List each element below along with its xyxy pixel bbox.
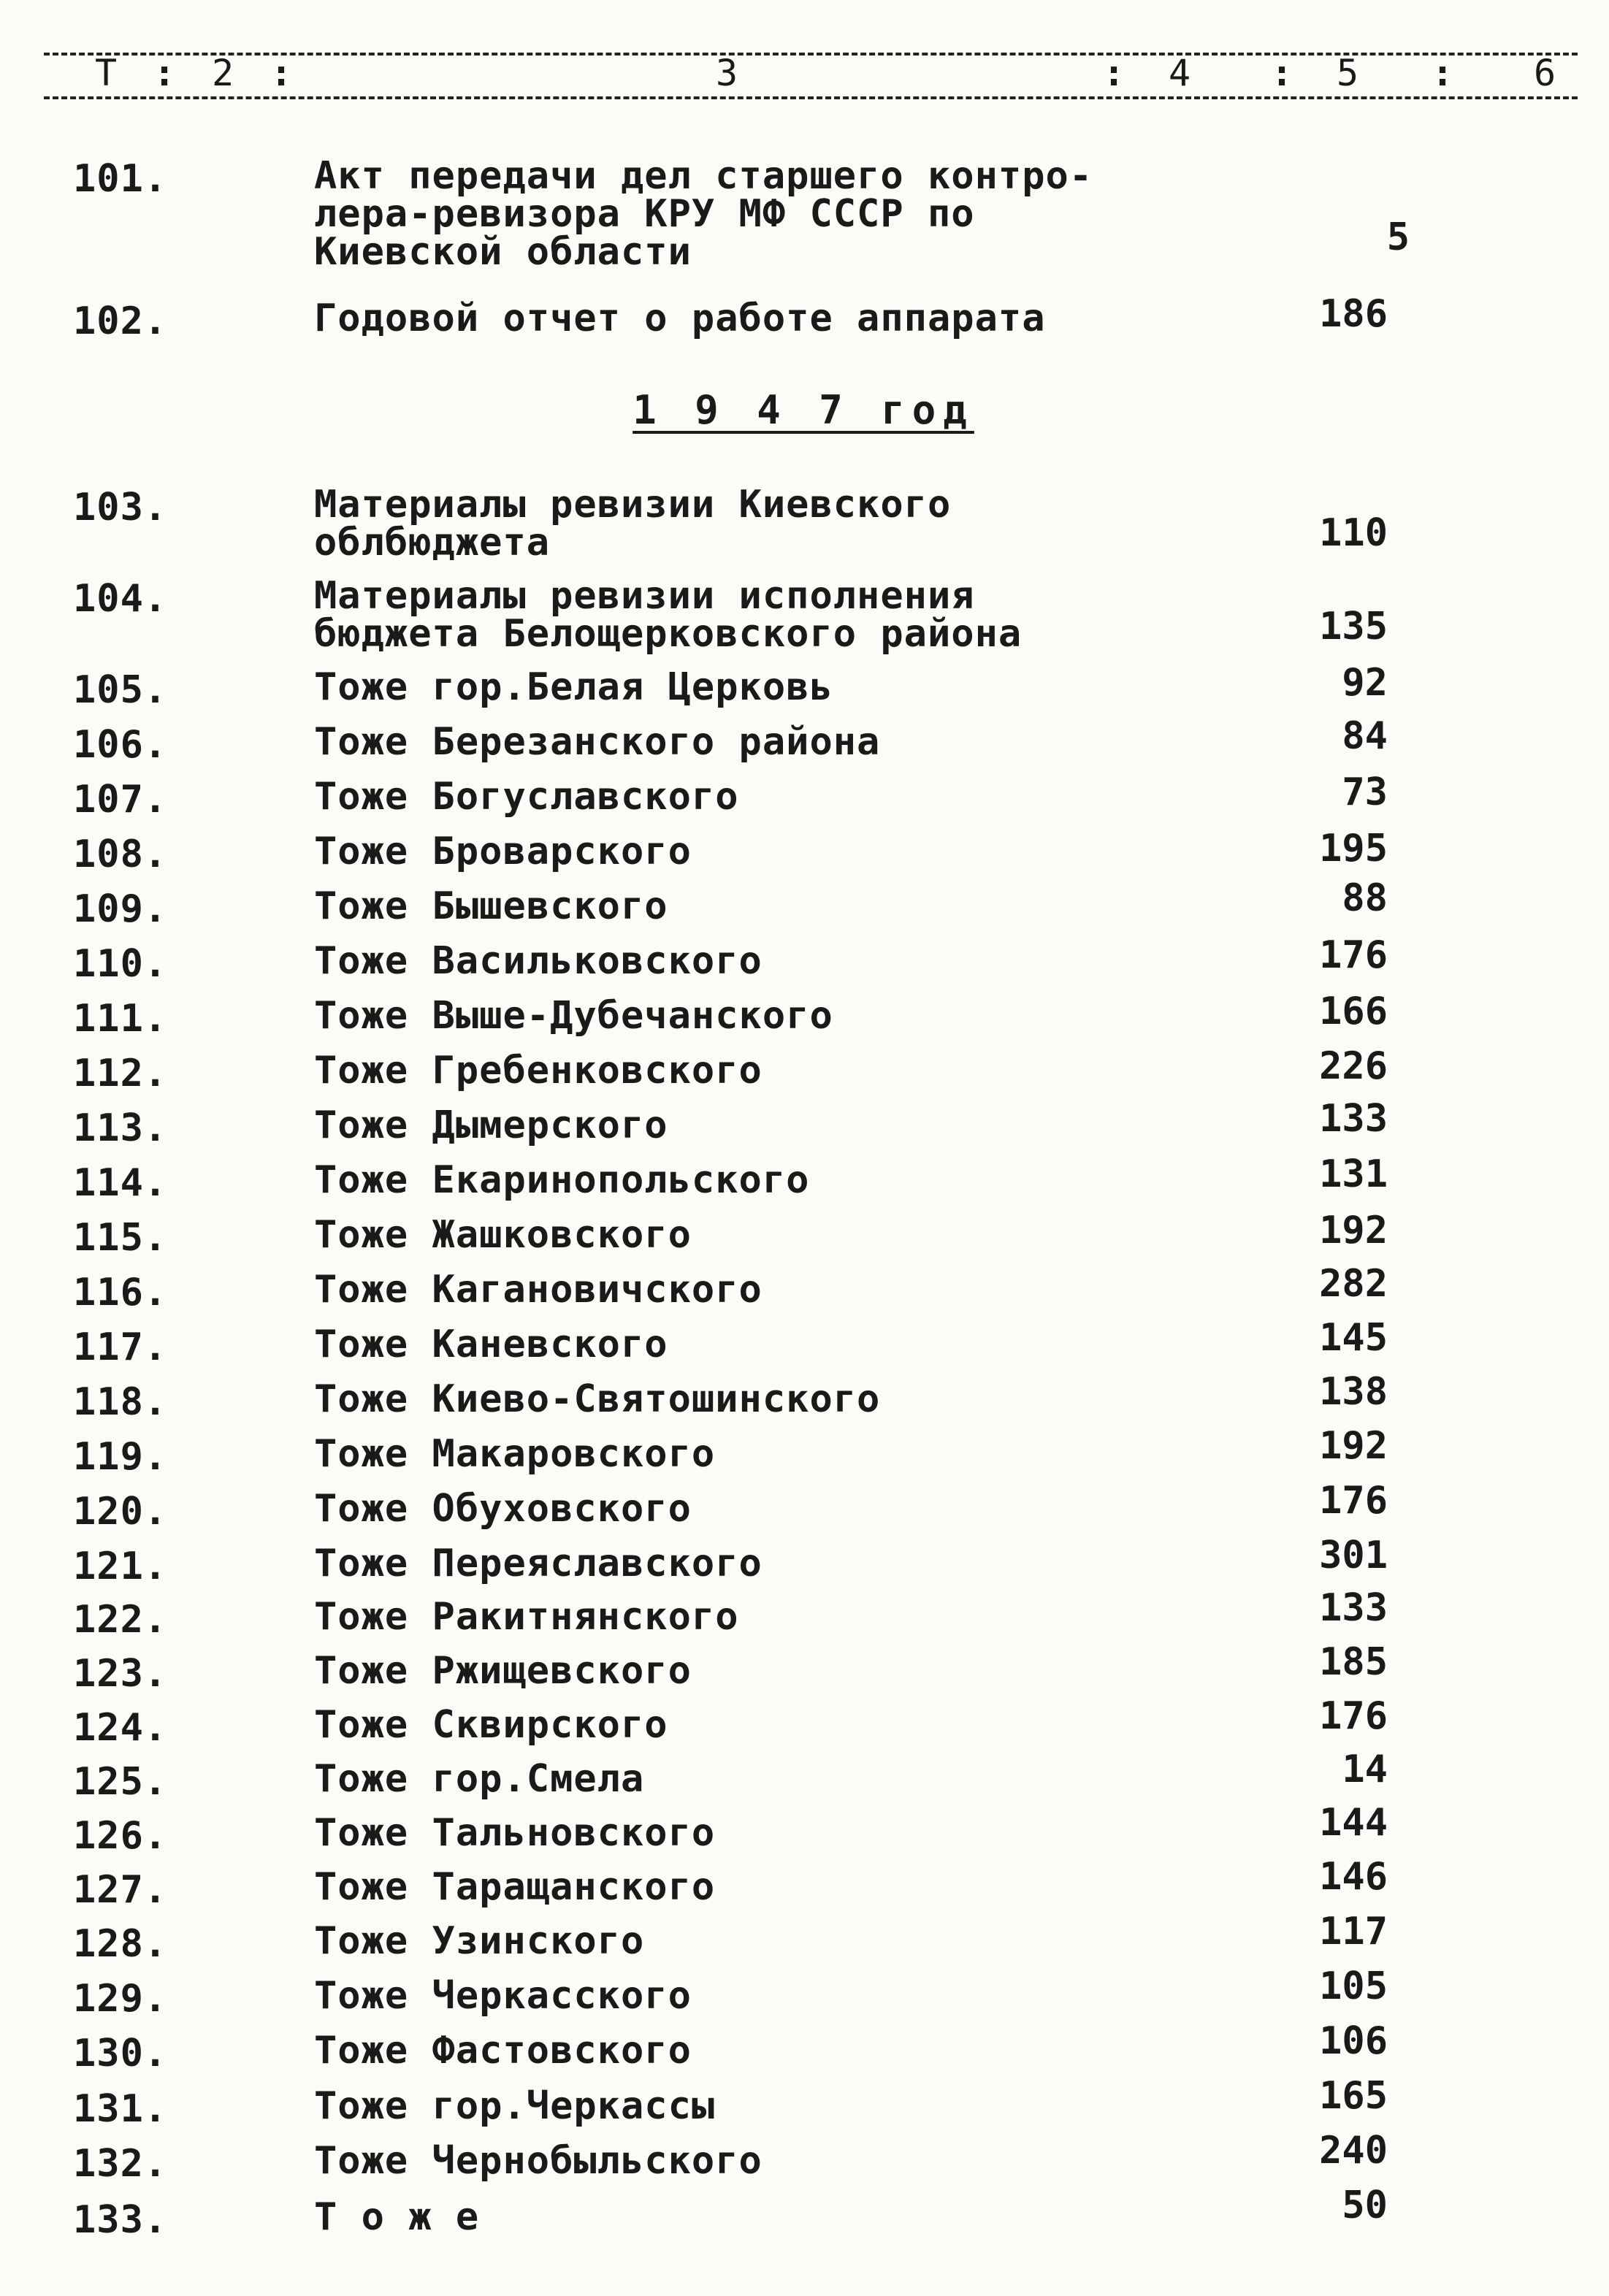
row-sheet-count: 146 xyxy=(1319,1855,1388,1899)
row-number: 113. xyxy=(73,1106,168,1150)
row-title: Материалы ревизии Киевского облбюджета xyxy=(314,483,952,565)
row-sheet-count: 176 xyxy=(1319,1479,1388,1523)
row-title: Тоже Ракитнянского xyxy=(314,1595,739,1639)
row-sheet-count: 92 xyxy=(1342,661,1388,705)
row-title: Тоже Дымерского xyxy=(314,1103,668,1147)
row-title: Тоже Каневского xyxy=(314,1323,668,1366)
row-sheet-count: 176 xyxy=(1319,1694,1388,1738)
header-separator: : xyxy=(153,52,176,94)
year-heading: 1 9 4 7 год xyxy=(632,387,974,433)
row-number: 122. xyxy=(73,1598,168,1642)
row-sheet-count: 106 xyxy=(1319,2019,1388,2063)
row-number: 132. xyxy=(73,2142,168,2186)
header-separator: : xyxy=(1103,52,1125,94)
row-sheet-count: 5 xyxy=(1386,215,1410,259)
row-number: 104. xyxy=(73,577,168,621)
row-title: Тоже Киево-Святошинского xyxy=(314,1377,881,1421)
row-title: Годовой отчет о работе аппарата xyxy=(314,296,1046,340)
row-number: 112. xyxy=(73,1052,168,1095)
row-number: 119. xyxy=(73,1435,168,1479)
header-col-5: 5 xyxy=(1337,52,1359,94)
row-title: Тоже Чернобыльского xyxy=(314,2139,763,2183)
header-col-3: 3 xyxy=(716,52,738,94)
header-separator: : xyxy=(1271,52,1293,94)
row-sheet-count: 185 xyxy=(1319,1640,1388,1684)
row-number: 124. xyxy=(73,1706,168,1750)
row-number: 118. xyxy=(73,1380,168,1424)
row-sheet-count: 138 xyxy=(1319,1370,1388,1414)
row-number: 103. xyxy=(73,486,168,529)
row-number: 127. xyxy=(73,1868,168,1912)
row-sheet-count: 165 xyxy=(1319,2074,1388,2118)
header-col-6: 6 xyxy=(1534,52,1556,94)
row-sheet-count: 186 xyxy=(1319,292,1388,336)
row-sheet-count: 133 xyxy=(1319,1097,1388,1141)
row-title: Тоже Обуховского xyxy=(314,1487,692,1531)
row-sheet-count: 50 xyxy=(1342,2184,1388,2227)
row-sheet-count: 176 xyxy=(1319,933,1388,977)
row-number: 123. xyxy=(73,1652,168,1696)
row-number: 133. xyxy=(73,2198,168,2242)
header-col-1: Т xyxy=(95,52,118,94)
row-sheet-count: 144 xyxy=(1319,1801,1388,1845)
row-title: Тоже Васильковского xyxy=(314,939,763,983)
row-title: Тоже Екаринопольского xyxy=(314,1158,810,1202)
row-number: 117. xyxy=(73,1325,168,1369)
row-title: Тоже Фастовского xyxy=(314,2029,692,2073)
row-number: 114. xyxy=(73,1161,168,1205)
row-title: Тоже Таращанского xyxy=(314,1865,716,1909)
row-number: 115. xyxy=(73,1216,168,1260)
column-header xyxy=(44,51,1578,102)
row-title: Материалы ревизии исполнения бюджета Белощерковского района xyxy=(314,574,1023,656)
row-number: 107. xyxy=(73,778,168,822)
row-number: 105. xyxy=(73,668,168,712)
row-title: Тоже гор.Смела xyxy=(314,1757,645,1801)
row-number: 101. xyxy=(73,157,168,201)
row-sheet-count: 117 xyxy=(1319,1910,1388,1953)
row-sheet-count: 88 xyxy=(1342,876,1388,920)
row-sheet-count: 301 xyxy=(1319,1534,1388,1577)
row-title: Тоже гор.Черкассы xyxy=(314,2084,716,2128)
row-number: 111. xyxy=(73,997,168,1041)
row-number: 120. xyxy=(73,1490,168,1534)
row-title: Тоже Жашковского xyxy=(314,1213,692,1257)
row-number: 116. xyxy=(73,1271,168,1315)
row-title: Тоже Сквирского xyxy=(314,1703,668,1747)
row-sheet-count: 195 xyxy=(1319,827,1388,870)
row-sheet-count: 84 xyxy=(1342,714,1388,758)
row-sheet-count: 105 xyxy=(1319,1964,1388,2008)
row-sheet-count: 110 xyxy=(1319,511,1388,555)
row-number: 128. xyxy=(73,1922,168,1966)
row-title: Тоже Гребенковского xyxy=(314,1049,763,1092)
row-number: 108. xyxy=(73,833,168,876)
row-number: 109. xyxy=(73,887,168,931)
row-sheet-count: 73 xyxy=(1342,770,1388,814)
row-number: 110. xyxy=(73,942,168,986)
row-sheet-count: 145 xyxy=(1319,1316,1388,1360)
row-number: 106. xyxy=(73,723,168,767)
row-number: 125. xyxy=(73,1760,168,1804)
row-title: Тоже Выше-Дубечанского xyxy=(314,994,833,1038)
header-separator: : xyxy=(270,52,293,94)
row-number: 121. xyxy=(73,1545,168,1588)
row-title: Тоже Ржищевского xyxy=(314,1649,692,1693)
row-number: 126. xyxy=(73,1814,168,1858)
row-sheet-count: 192 xyxy=(1319,1209,1388,1252)
row-title: Тоже Бышевского xyxy=(314,884,668,928)
header-col-2: 2 xyxy=(212,52,234,94)
row-sheet-count: 192 xyxy=(1319,1424,1388,1468)
row-number: 130. xyxy=(73,2032,168,2075)
row-title: Тоже Кагановичского xyxy=(314,1268,763,1312)
row-title: Тоже Березанского района xyxy=(314,720,881,764)
row-sheet-count: 166 xyxy=(1319,990,1388,1033)
row-sheet-count: 282 xyxy=(1319,1262,1388,1306)
row-sheet-count: 14 xyxy=(1342,1748,1388,1791)
row-title: Тоже Богуславского xyxy=(314,775,739,819)
row-title: Тоже Тальновского xyxy=(314,1811,716,1855)
row-title: Тоже гор.Белая Церковь xyxy=(314,665,833,709)
row-title: Т о ж е xyxy=(314,2195,480,2239)
row-title: Тоже Макаровского xyxy=(314,1432,716,1476)
row-title: Тоже Переяславского xyxy=(314,1542,763,1585)
row-sheet-count: 133 xyxy=(1319,1586,1388,1630)
row-number: 129. xyxy=(73,1977,168,2021)
header-separator: : xyxy=(1432,52,1454,94)
row-title: Тоже Броварского xyxy=(314,830,692,873)
row-sheet-count: 226 xyxy=(1319,1044,1388,1088)
header-col-4: 4 xyxy=(1169,52,1191,94)
row-number: 102. xyxy=(73,299,168,343)
row-sheet-count: 240 xyxy=(1319,2129,1388,2173)
row-sheet-count: 131 xyxy=(1319,1152,1388,1196)
row-title: Акт передачи дел старшего контро- лера-ревизора КРУ МФ СССР по Киевской области xyxy=(314,154,1093,274)
row-title: Тоже Узинского xyxy=(314,1919,645,1963)
row-sheet-count: 135 xyxy=(1319,605,1388,648)
row-number: 131. xyxy=(73,2087,168,2131)
row-title: Тоже Черкасского xyxy=(314,1974,692,2018)
